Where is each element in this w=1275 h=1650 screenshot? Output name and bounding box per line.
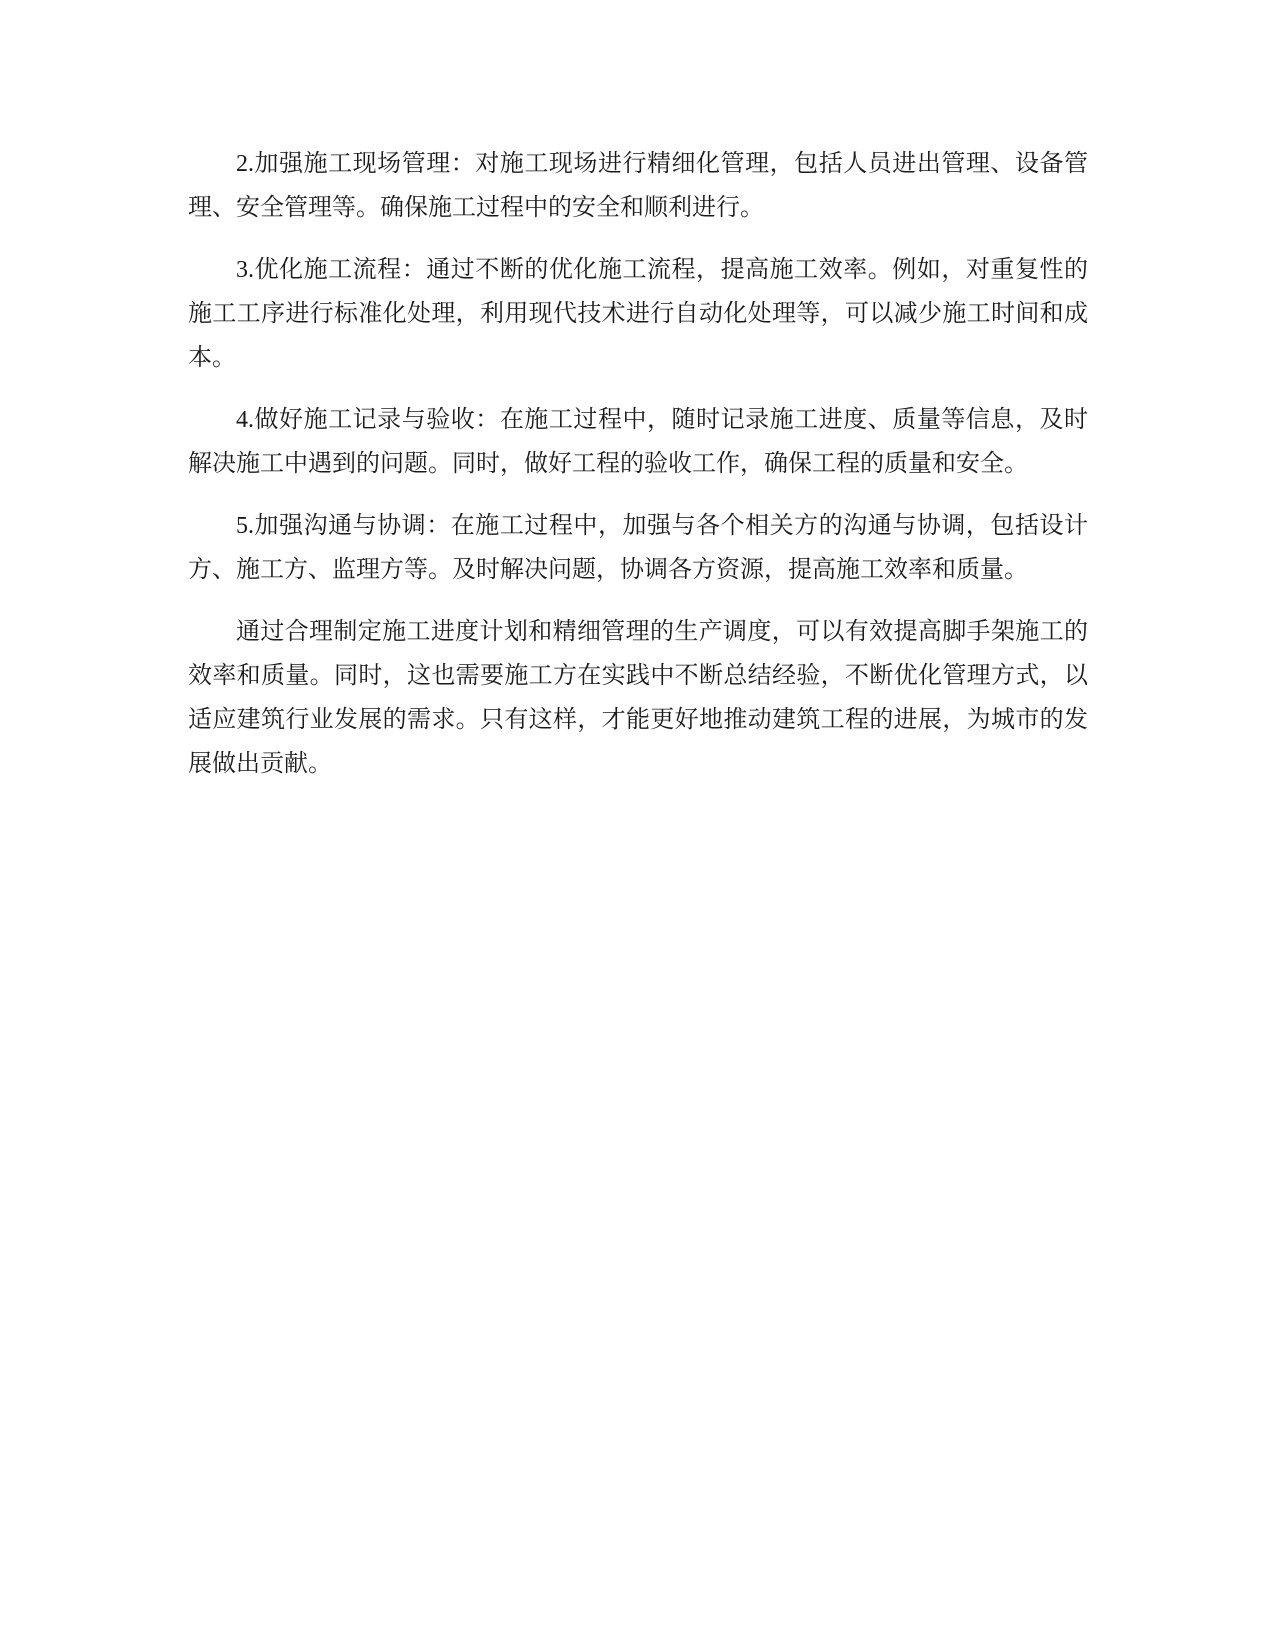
paragraph-records-acceptance: 4.做好施工记录与验收：在施工过程中，随时记录施工进度、质量等信息，及时解决施工中遇到的问题。同时，做好工程的验收工作，确保工程的质量和安全。 — [188, 407, 1088, 477]
paragraph-site-management: 2.加强施工现场管理：对施工现场进行精细化管理，包括人员进出管理、设备管理、安全管理等。确保施工过程中的安全和顺利进行。 — [188, 151, 1088, 221]
document-body — [188, 142, 1088, 804]
paragraph-optimize-process: 3.优化施工流程：通过不断的优化施工流程，提高施工效率。例如，对重复性的施工工序进行标准化处理，利用现代技术进行自动化处理等，可以减少施工时间和成本。 — [188, 257, 1088, 371]
paragraph-communication: 5.加强沟通与协调：在施工过程中，加强与各个相关方的沟通与协调，包括设计方、施工方、监理方等。及时解决问题，协调各方资源，提高施工效率和质量。 — [188, 513, 1088, 583]
paragraph-conclusion: 通过合理制定施工进度计划和精细管理的生产调度，可以有效提高脚手架施工的效率和质量。同时，这也需要施工方在实践中不断总结经验，不断优化管理方式，以适应建筑行业发展的需求。只有这样，才能更好地推动建筑工程的进展，为城市的发展做出贡献。 — [188, 619, 1088, 777]
